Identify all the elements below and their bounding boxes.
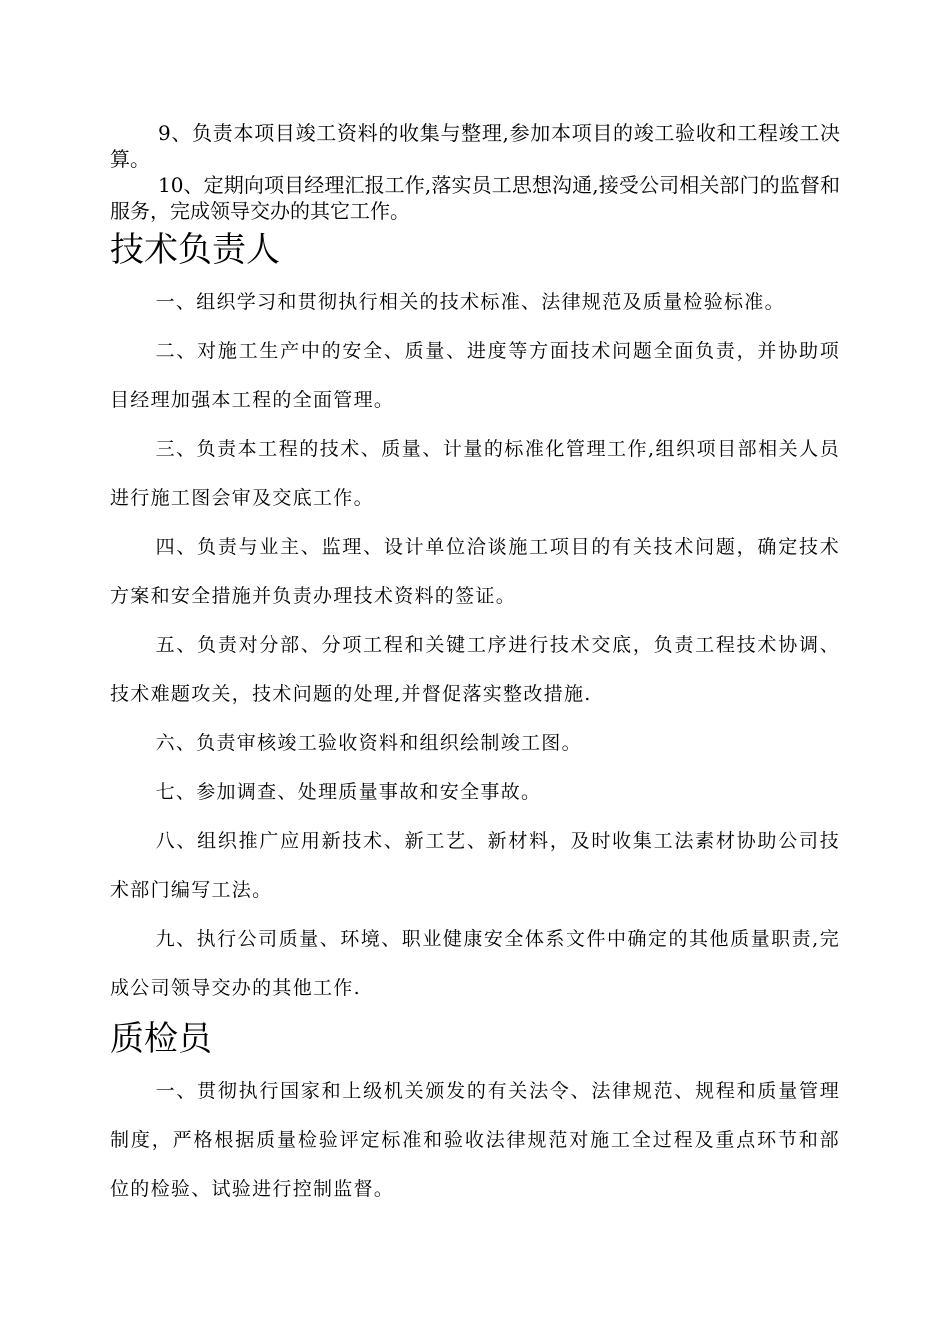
duty-item: 九、执行公司质量、环境、职业健康安全体系文件中确定的其他质量职责,完成公司领导交办的其他工作. xyxy=(110,928,840,999)
duty-item: 二、对施工生产中的安全、质量、进度等方面技术问题全面负责，并协助项目经理加强本工程的全面管理。 xyxy=(110,340,840,411)
duty-item: 一、贯彻执行国家和上级机关颁发的有关法令、法律规范、规程和质量管理制度，严格根据质量检验评定标准和验收法律规范对施工全过程及重点环节和部位的检验、试验进行控制监督。 xyxy=(110,1080,840,1200)
section-title-tech-lead: 技术负责人 xyxy=(110,230,280,270)
duty-item: 四、负责与业主、监理、设计单位洽谈施工项目的有关技术问题，确定技术方案和安全措施并负责办理技术资料的签证。 xyxy=(110,536,840,607)
intro-paragraph-9: 9、负责本项目竣工资料的收集与整理,参加本项目的竣工验收和工程竣工决算。 xyxy=(110,121,840,171)
duty-item: 八、组织推广应用新技术、新工艺、新材料，及时收集工法素材协助公司技术部门编写工法。 xyxy=(110,830,840,901)
duty-item: 七、参加调查、处理质量事故和安全事故。 xyxy=(155,781,542,803)
duty-item: 六、负责审核竣工验收资料和组织绘制竣工图。 xyxy=(155,732,582,754)
section-title-quality-inspector: 质检员 xyxy=(110,1019,212,1059)
document-page xyxy=(110,120,840,1214)
section-quality-inspector xyxy=(110,1067,840,1214)
section-tech-lead xyxy=(110,278,840,1013)
duty-item: 三、负责本工程的技术、质量、计量的标准化管理工作,组织项目部相关人员进行施工图会审及交底工作。 xyxy=(110,438,840,509)
duty-item: 五、负责对分部、分项工程和关键工序进行技术交底，负责工程技术协调、技术难题攻关，技术问题的处理,并督促落实整改措施. xyxy=(110,634,840,705)
duty-item: 一、组织学习和贯彻执行相关的技术标准、法律规范及质量检验标准。 xyxy=(155,291,785,313)
intro-paragraph-10: 10、定期向项目经理汇报工作,落实员工思想沟通,接受公司相关部门的监督和服务，完成领导交办的其它工作。 xyxy=(110,173,840,223)
